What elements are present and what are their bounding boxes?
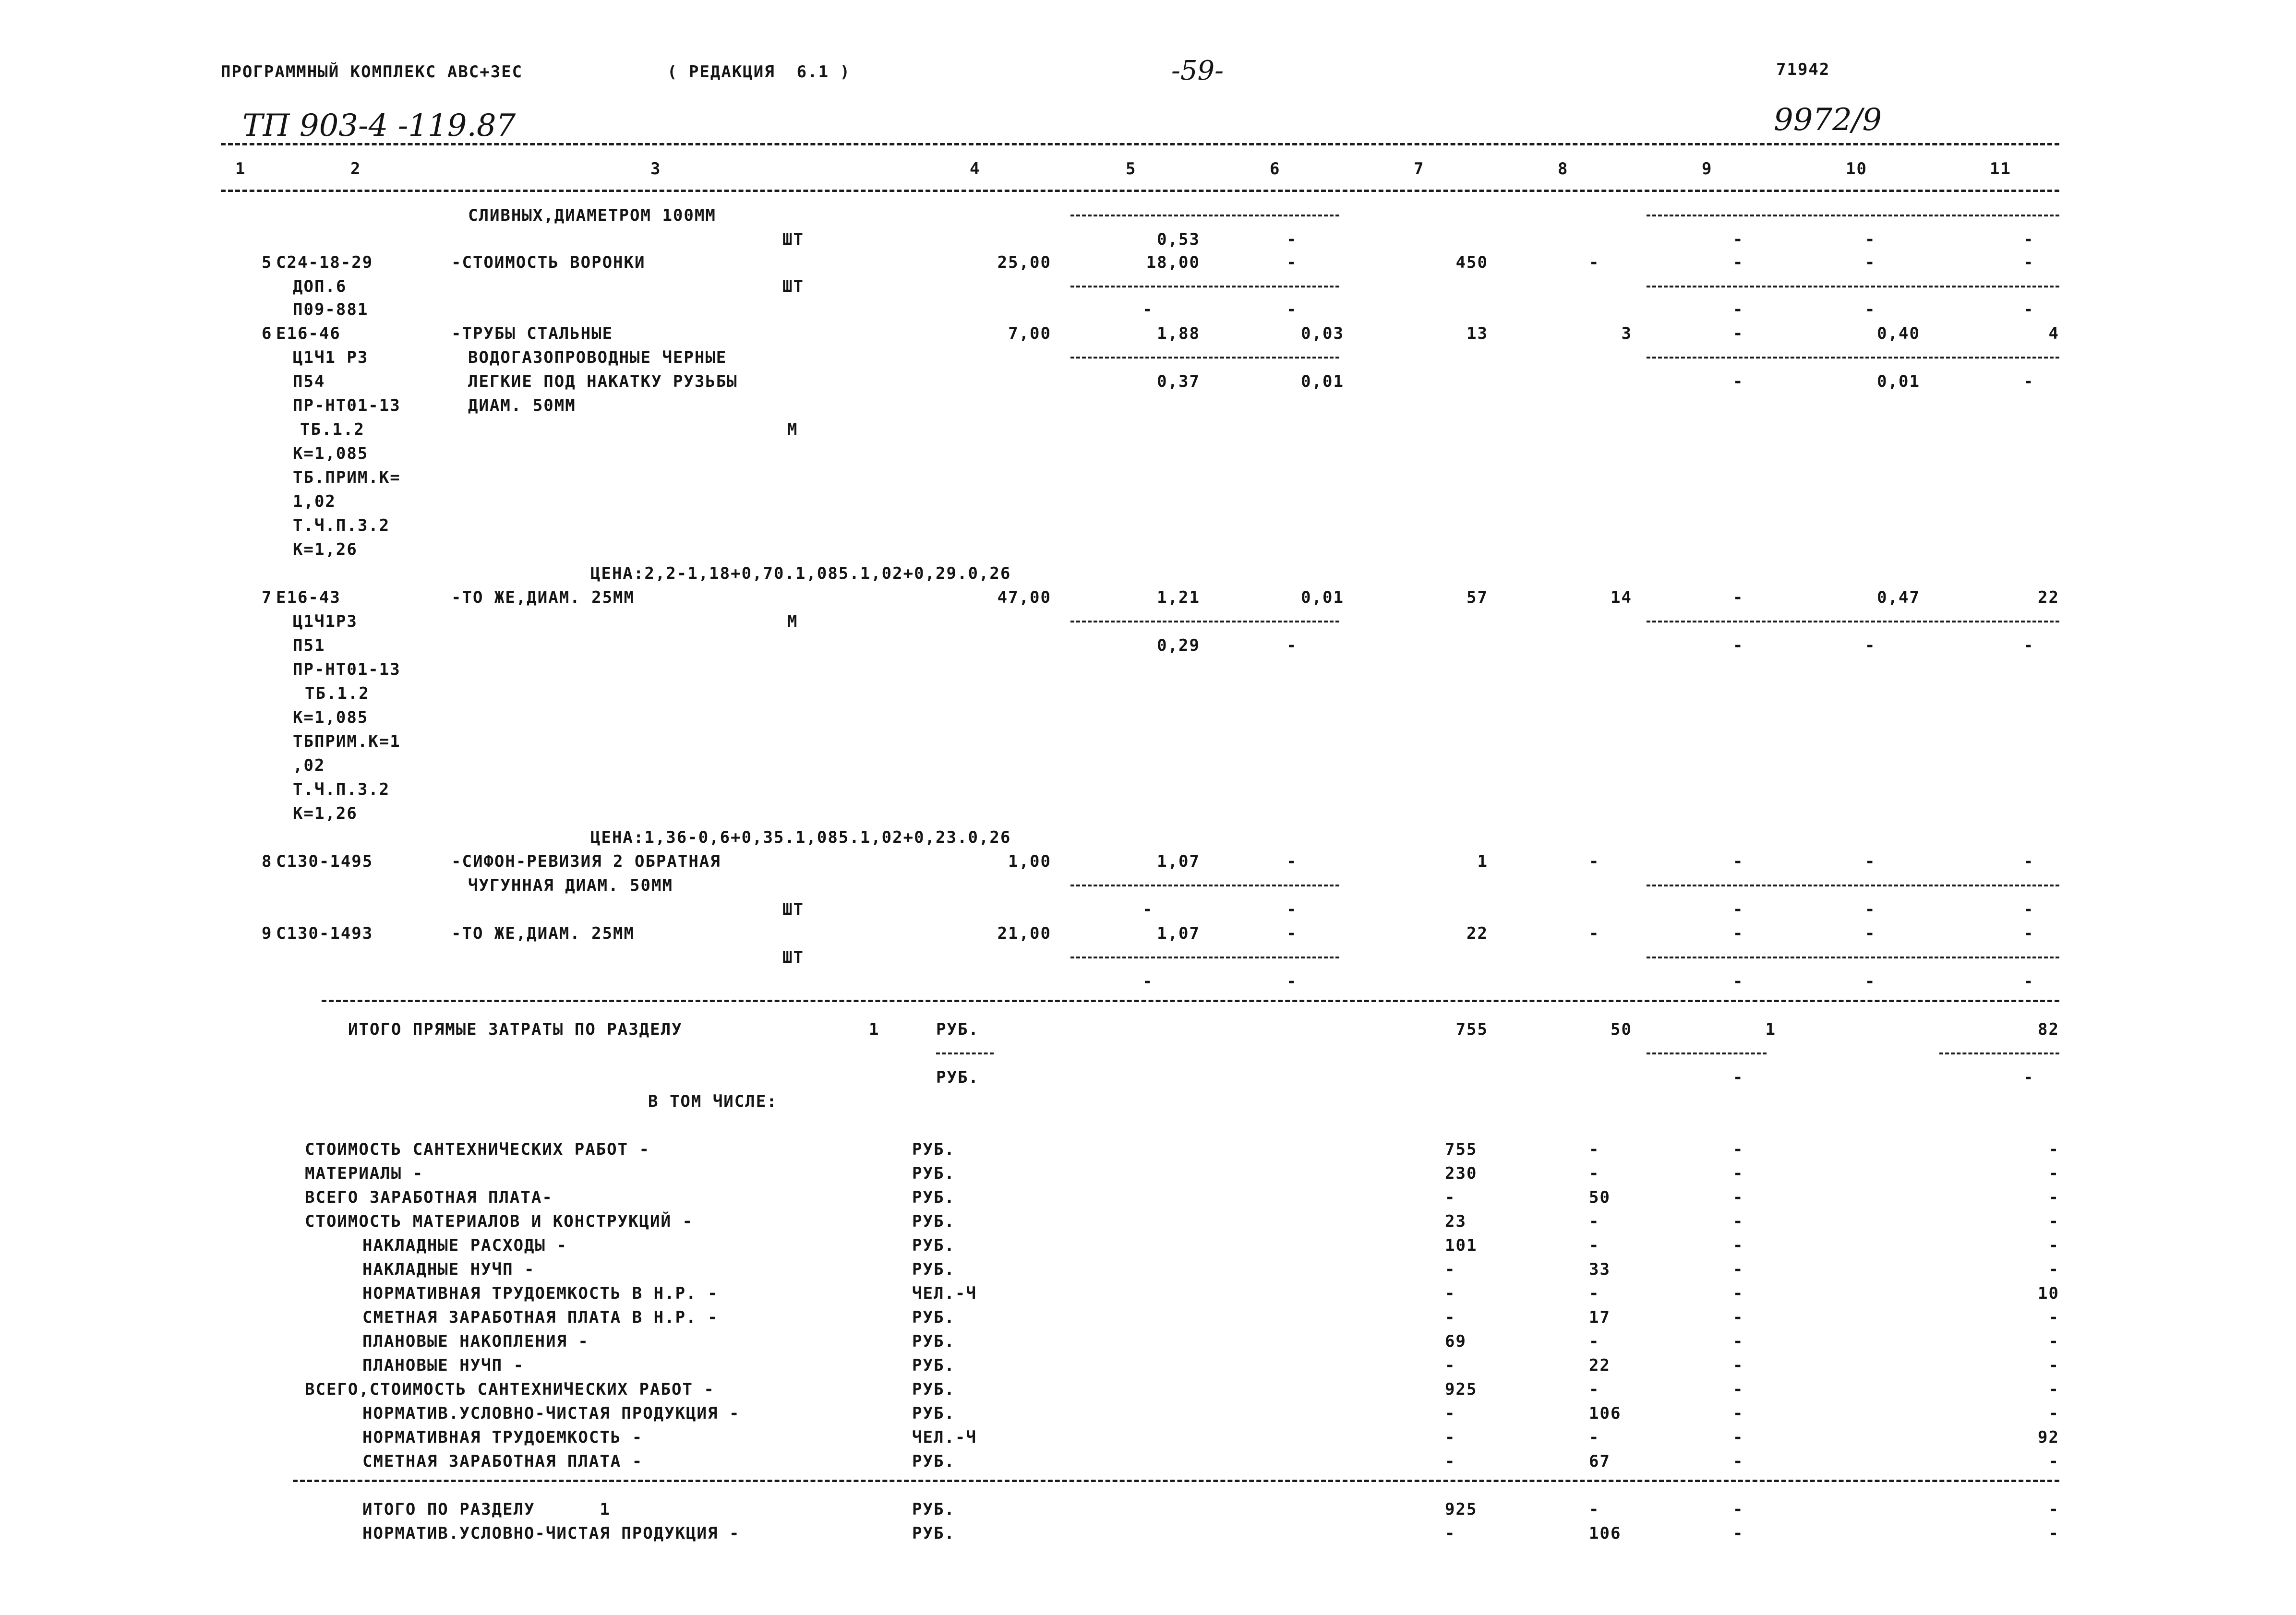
summary-col7: - [1445, 1308, 1456, 1327]
section-rule [322, 1000, 2059, 1002]
item-5-ref: ДОП.6 [293, 277, 347, 296]
summary-unit: ЧЕЛ.-Ч [912, 1284, 977, 1303]
item-6-unit: М [787, 420, 798, 439]
item-6-col6: 0,01 [1301, 372, 1344, 391]
summary-col8: - [1589, 1500, 1600, 1519]
summary-col9: - [1733, 1140, 1744, 1159]
total-currency: РУБ. [936, 1068, 979, 1087]
header-rule-top [221, 143, 2059, 145]
dash-cell: - [1733, 253, 1744, 272]
item-8-code: С130-1495 [276, 852, 373, 871]
item-6-code: Е16-46 [276, 324, 341, 343]
item-9-unit: ШТ [782, 948, 804, 967]
item-7-col7: 57 [1467, 588, 1488, 607]
summary-label: МАТЕРИАЛЫ - [305, 1164, 424, 1183]
summary-col8: 33 [1589, 1260, 1611, 1279]
summary-label: НОРМАТИВ.УСЛОВНО-ЧИСТАЯ ПРОДУКЦИЯ - [362, 1524, 740, 1543]
item-9-no: 9 [262, 924, 273, 943]
summary-col11: 92 [2038, 1428, 2059, 1447]
item-7-ref: К=1,26 [293, 804, 358, 823]
dash-cell: - [1865, 924, 1876, 943]
item-8-name: ЧУГУННАЯ ДИАМ. 50ММ [468, 876, 673, 895]
item-7-ref: ТБ.1.2 [305, 684, 370, 703]
dash-cell: - [1733, 324, 1744, 343]
dash-line [1070, 957, 1339, 958]
item-8-name: -СИФОН-РЕВИЗИЯ 2 ОБРАТНАЯ [451, 852, 721, 871]
summary-col8: 106 [1589, 1524, 1622, 1543]
summary-col9: - [1733, 1356, 1744, 1375]
summary-label: ВСЕГО ЗАРАБОТНАЯ ПЛАТА- [305, 1188, 553, 1207]
summary-col11: - [2048, 1140, 2059, 1159]
dash-cell: - [1286, 230, 1298, 249]
summary-label: НОРМАТИВНАЯ ТРУДОЕМКОСТЬ В Н.Р. - [362, 1284, 719, 1303]
item-8-col4: 1,00 [1008, 852, 1051, 871]
dash-cell: - [1865, 972, 1876, 991]
item-8-no: 8 [262, 852, 273, 871]
summary-col8: - [1589, 1164, 1600, 1183]
summary-col9: - [1733, 1188, 1744, 1207]
edition-label: ( РЕДАКЦИЯ 6.1 ) [667, 62, 851, 82]
dash-cell: - [1733, 852, 1744, 871]
item-6-no: 6 [262, 324, 273, 343]
dash-cell: - [1865, 253, 1876, 272]
dash-line [1939, 1053, 2059, 1054]
summary-col8: 67 [1589, 1452, 1611, 1471]
summary-col7: 23 [1445, 1212, 1467, 1231]
summary-col8: - [1589, 1380, 1600, 1399]
page-number: -59- [1171, 55, 1224, 86]
summary-col9: - [1733, 1500, 1744, 1519]
summary-col7: - [1445, 1428, 1456, 1447]
summary-col11: - [2048, 1380, 2059, 1399]
item-5-unit: ШТ [782, 277, 804, 296]
dash-cell: - [1865, 636, 1876, 655]
summary-unit: РУБ. [912, 1356, 955, 1375]
dash-cell: - [1589, 253, 1600, 272]
dash-cell: - [1733, 1068, 1744, 1087]
summary-col7: 755 [1445, 1140, 1478, 1159]
dash-cell: - [1733, 588, 1744, 607]
item-9-col7: 22 [1467, 924, 1488, 943]
summary-col7: - [1445, 1452, 1456, 1471]
dash-line [1070, 215, 1339, 216]
total-section-no: 1 [869, 1020, 880, 1039]
summary-col8: - [1589, 1284, 1600, 1303]
item-7-ref: П51 [293, 636, 325, 655]
summary-col11: 10 [2038, 1284, 2059, 1303]
dash-cell: - [1733, 372, 1744, 391]
dash-line [1070, 621, 1339, 622]
item-7-col11: 22 [2038, 588, 2059, 607]
dash-cell: - [2023, 372, 2034, 391]
dash-cell: - [1733, 900, 1744, 919]
summary-col9: - [1733, 1428, 1744, 1447]
item-6-ref: ПР-НТ01-13 [293, 396, 401, 415]
summary-label: ПЛАНОВЫЕ НАКОПЛЕНИЯ - [362, 1332, 589, 1351]
cont-unit: ШТ [782, 230, 804, 249]
dash-line [1070, 357, 1339, 359]
summary-label: НОРМАТИВНАЯ ТРУДОЕМКОСТЬ - [362, 1428, 643, 1447]
summary-col7: - [1445, 1284, 1456, 1303]
dash-cell: - [1286, 636, 1298, 655]
summary-unit: РУБ. [912, 1236, 955, 1255]
col-7: 7 [1414, 159, 1425, 179]
item-7-ref: ПР-НТ01-13 [293, 660, 401, 679]
dash-line [1647, 1053, 1767, 1054]
dash-line [1647, 215, 2059, 216]
summary-col8: 106 [1589, 1404, 1622, 1423]
dash-line [1647, 885, 2059, 886]
item-6-col5: 1,88 [1157, 324, 1200, 343]
item-8-col5: 1,07 [1157, 852, 1200, 871]
item-6-col7: 13 [1467, 324, 1488, 343]
dash-cell: - [2023, 636, 2034, 655]
summary-unit: РУБ. [912, 1164, 955, 1183]
summary-col11: - [2048, 1308, 2059, 1327]
summary-col7: 69 [1445, 1332, 1467, 1351]
dash-line [1070, 885, 1339, 886]
summary-col8: - [1589, 1212, 1600, 1231]
item-7-no: 7 [262, 588, 273, 607]
summary-col7: - [1445, 1356, 1456, 1375]
cont-name: СЛИВНЫХ,ДИАМЕТРОМ 100ММ [468, 206, 716, 225]
summary-unit: РУБ. [912, 1188, 955, 1207]
dash-cell: - [1286, 972, 1298, 991]
item-7-col5: 0,29 [1157, 636, 1200, 655]
item-5-name: -СТОИМОСТЬ ВОРОНКИ [451, 253, 646, 272]
item-6-col8: 3 [1621, 324, 1632, 343]
total-col7: 755 [1455, 1020, 1488, 1039]
col-1: 1 [235, 159, 246, 179]
total-col11: 82 [2038, 1020, 2059, 1039]
item-7-col8: 14 [1611, 588, 1632, 607]
summary-label: СМЕТНАЯ ЗАРАБОТНАЯ ПЛАТА В Н.Р. - [362, 1308, 719, 1327]
summary-col7: 925 [1445, 1500, 1478, 1519]
dash-cell: - [2023, 852, 2034, 871]
dash-cell: - [1142, 300, 1154, 319]
summary-col9: - [1733, 1524, 1744, 1543]
item-7-unit: М [787, 612, 798, 631]
summary-unit: РУБ. [912, 1308, 955, 1327]
summary-label: НОРМАТИВ.УСЛОВНО-ЧИСТАЯ ПРОДУКЦИЯ - [362, 1404, 740, 1423]
dash-cell: - [2023, 230, 2034, 249]
dash-cell: - [2023, 300, 2034, 319]
summary-col7: 101 [1445, 1236, 1478, 1255]
summary-col11: - [2048, 1212, 2059, 1231]
item-6-ref: 1,02 [293, 492, 336, 511]
col-10: 10 [1846, 159, 1867, 179]
item-7-price: ЦЕНА:1,36-0,6+0,35.1,085.1,02+0,23.0,26 [590, 828, 1011, 847]
summary-label: НАКЛАДНЫЕ НУЧП - [362, 1260, 535, 1279]
dash-cell: - [2023, 924, 2034, 943]
item-5-no: 5 [262, 253, 273, 272]
summary-col9: - [1733, 1260, 1744, 1279]
total-col9: 1 [1765, 1020, 1776, 1039]
summary-col11: - [2048, 1332, 2059, 1351]
summary-label: ПЛАНОВЫЕ НУЧП - [362, 1356, 525, 1375]
dash-cell: - [1733, 636, 1744, 655]
dash-cell: - [1286, 900, 1298, 919]
item-6-name: ДИАМ. 50ММ [468, 396, 576, 415]
item-5-col7: 450 [1455, 253, 1488, 272]
summary-col9: - [1733, 1380, 1744, 1399]
summary-col8: 17 [1589, 1308, 1611, 1327]
dash-cell: - [1865, 852, 1876, 871]
item-7-col10: 0,47 [1877, 588, 1920, 607]
including-label: В ТОМ ЧИСЛЕ: [648, 1092, 778, 1111]
dash-line [1647, 957, 2059, 958]
final-rule [293, 1480, 2059, 1482]
item-6-col5: 0,37 [1157, 372, 1200, 391]
item-9-col5: 1,07 [1157, 924, 1200, 943]
item-9-col4: 21,00 [997, 924, 1051, 943]
summary-label: ВСЕГО,СТОИМОСТЬ САНТЕХНИЧЕСКИХ РАБОТ - [305, 1380, 715, 1399]
dash-cell: - [1589, 852, 1600, 871]
dash-cell: - [1733, 924, 1744, 943]
dash-cell: - [1142, 972, 1154, 991]
item-6-name: -ТРУБЫ СТАЛЬНЫЕ [451, 324, 613, 343]
summary-col11: - [2048, 1164, 2059, 1183]
summary-unit: РУБ. [912, 1452, 955, 1471]
summary-col7: 230 [1445, 1164, 1478, 1183]
dash-cell: - [1733, 972, 1744, 991]
dash-cell: - [1865, 300, 1876, 319]
summary-col9: - [1733, 1284, 1744, 1303]
summary-col11: - [2048, 1236, 2059, 1255]
dash-cell: - [1286, 852, 1298, 871]
dash-cell: - [1865, 230, 1876, 249]
item-7-name: -ТО ЖЕ,ДИАМ. 25ММ [451, 588, 635, 607]
item-6-col10: 0,40 [1877, 324, 1920, 343]
summary-col9: - [1733, 1332, 1744, 1351]
summary-label: СМЕТНАЯ ЗАРАБОТНАЯ ПЛАТА - [362, 1452, 643, 1471]
summary-col7: - [1445, 1188, 1456, 1207]
summary-col8: 22 [1589, 1356, 1611, 1375]
project-code: ТП 903-4 -119.87 [242, 108, 516, 144]
summary-unit: ЧЕЛ.-Ч [912, 1428, 977, 1447]
item-6-ref: К=1,085 [293, 444, 369, 463]
dash-cell: - [1733, 230, 1744, 249]
summary-unit: РУБ. [912, 1404, 955, 1423]
dash-cell: - [1286, 253, 1298, 272]
summary-unit: РУБ. [912, 1332, 955, 1351]
item-7-col5: 1,21 [1157, 588, 1200, 607]
dash-cell: - [2023, 253, 2034, 272]
item-7-col6: 0,01 [1301, 588, 1344, 607]
dash-line [1070, 286, 1339, 287]
item-5-code: С24-18-29 [276, 253, 373, 272]
item-8-col7: 1 [1477, 852, 1488, 871]
dash-cell: - [2023, 1068, 2034, 1087]
col-9: 9 [1702, 159, 1713, 179]
summary-col8: - [1589, 1236, 1600, 1255]
dash-line [936, 1053, 994, 1054]
item-9-name: -ТО ЖЕ,ДИАМ. 25ММ [451, 924, 635, 943]
item-6-ref: ТБ.ПРИМ.К= [293, 468, 401, 487]
dash-line [1647, 286, 2059, 287]
summary-col11: - [2048, 1404, 2059, 1423]
summary-label: НАКЛАДНЫЕ РАСХОДЫ - [362, 1236, 567, 1255]
summary-col7: - [1445, 1404, 1456, 1423]
summary-col8: 50 [1589, 1188, 1611, 1207]
cont-col5: 0,53 [1157, 230, 1200, 249]
item-6-ref: П54 [293, 372, 325, 391]
dash-cell: - [1733, 300, 1744, 319]
summary-unit: РУБ. [912, 1140, 955, 1159]
summary-col9: - [1733, 1404, 1744, 1423]
dash-cell: - [1865, 900, 1876, 919]
item-5-col4: 25,00 [997, 253, 1051, 272]
summary-col8: - [1589, 1332, 1600, 1351]
summary-col7: - [1445, 1260, 1456, 1279]
item-6-col6: 0,03 [1301, 324, 1344, 343]
dash-line [1647, 621, 2059, 622]
item-7-col4: 47,00 [997, 588, 1051, 607]
item-6-name: ЛЕГКИЕ ПОД НАКАТКУ РУЗЬБЫ [468, 372, 738, 391]
col-2: 2 [350, 159, 361, 179]
summary-unit: РУБ. [912, 1212, 955, 1231]
item-6-name: ВОДОГАЗОПРОВОДНЫЕ ЧЕРНЫЕ [468, 348, 727, 367]
total-label: ИТОГО ПРЯМЫЕ ЗАТРАТЫ ПО РАЗДЕЛУ [348, 1020, 683, 1039]
item-6-ref: К=1,26 [293, 540, 358, 559]
col-8: 8 [1558, 159, 1569, 179]
dash-cell: - [1286, 924, 1298, 943]
header-rule-bottom [221, 190, 2059, 192]
item-7-ref: ,02 [293, 756, 325, 775]
summary-col11: - [2048, 1188, 2059, 1207]
item-8-unit: ШТ [782, 900, 804, 919]
dash-cell: - [1286, 300, 1298, 319]
summary-label: ИТОГО ПО РАЗДЕЛУ 1 [362, 1500, 611, 1519]
item-6-ref: Ц1Ч1 Р3 [293, 348, 369, 367]
item-5-col5: 18,00 [1146, 253, 1200, 272]
item-6-col4: 7,00 [1008, 324, 1051, 343]
col-4: 4 [970, 159, 981, 179]
summary-col11: - [2048, 1500, 2059, 1519]
document-number: 9972/9 [1774, 102, 1882, 138]
summary-col8: - [1589, 1140, 1600, 1159]
col-11: 11 [1990, 159, 2011, 179]
sheet-id: 71942 [1776, 60, 1830, 79]
col-5: 5 [1126, 159, 1137, 179]
summary-unit: РУБ. [912, 1500, 955, 1519]
summary-col9: - [1733, 1452, 1744, 1471]
summary-col11: - [2048, 1452, 2059, 1471]
col-6: 6 [1270, 159, 1281, 179]
program-title: ПРОГРАММНЫЙ КОМПЛЕКС АВС+3ЕС [221, 62, 523, 82]
item-6-col11: 4 [2048, 324, 2059, 343]
item-7-ref: ТБПРИМ.К=1 [293, 732, 401, 751]
summary-col7: 925 [1445, 1380, 1478, 1399]
item-6-col10: 0,01 [1877, 372, 1920, 391]
dash-cell: - [1589, 924, 1600, 943]
summary-label: СТОИМОСТЬ МАТЕРИАЛОВ И КОНСТРУКЦИЙ - [305, 1212, 693, 1231]
dash-line [1647, 357, 2059, 359]
total-currency: РУБ. [936, 1020, 979, 1039]
item-6-ref: Т.Ч.П.3.2 [293, 516, 390, 535]
item-7-code: Е16-43 [276, 588, 341, 607]
summary-label: СТОИМОСТЬ САНТЕХНИЧЕСКИХ РАБОТ - [305, 1140, 650, 1159]
item-7-ref: К=1,085 [293, 708, 369, 727]
dash-cell: - [2023, 972, 2034, 991]
summary-col8: - [1589, 1428, 1600, 1447]
item-6-ref: ТБ.1.2 [300, 420, 365, 439]
summary-col9: - [1733, 1308, 1744, 1327]
item-7-ref: Т.Ч.П.3.2 [293, 780, 390, 799]
total-col8: 50 [1611, 1020, 1632, 1039]
summary-col11: - [2048, 1356, 2059, 1375]
dash-cell: - [2023, 900, 2034, 919]
col-3: 3 [650, 159, 661, 179]
item-7-ref: Ц1Ч1Р3 [293, 612, 358, 631]
item-5-ref: П09-881 [293, 300, 369, 319]
summary-col9: - [1733, 1236, 1744, 1255]
summary-col7: - [1445, 1524, 1456, 1543]
summary-col11: - [2048, 1260, 2059, 1279]
dash-cell: - [1142, 900, 1154, 919]
summary-unit: РУБ. [912, 1260, 955, 1279]
summary-unit: РУБ. [912, 1380, 955, 1399]
summary-col9: - [1733, 1164, 1744, 1183]
item-9-code: С130-1493 [276, 924, 373, 943]
summary-col11: - [2048, 1524, 2059, 1543]
item-6-price: ЦЕНА:2,2-1,18+0,70.1,085.1,02+0,29.0,26 [590, 564, 1011, 583]
summary-col9: - [1733, 1212, 1744, 1231]
summary-unit: РУБ. [912, 1524, 955, 1543]
